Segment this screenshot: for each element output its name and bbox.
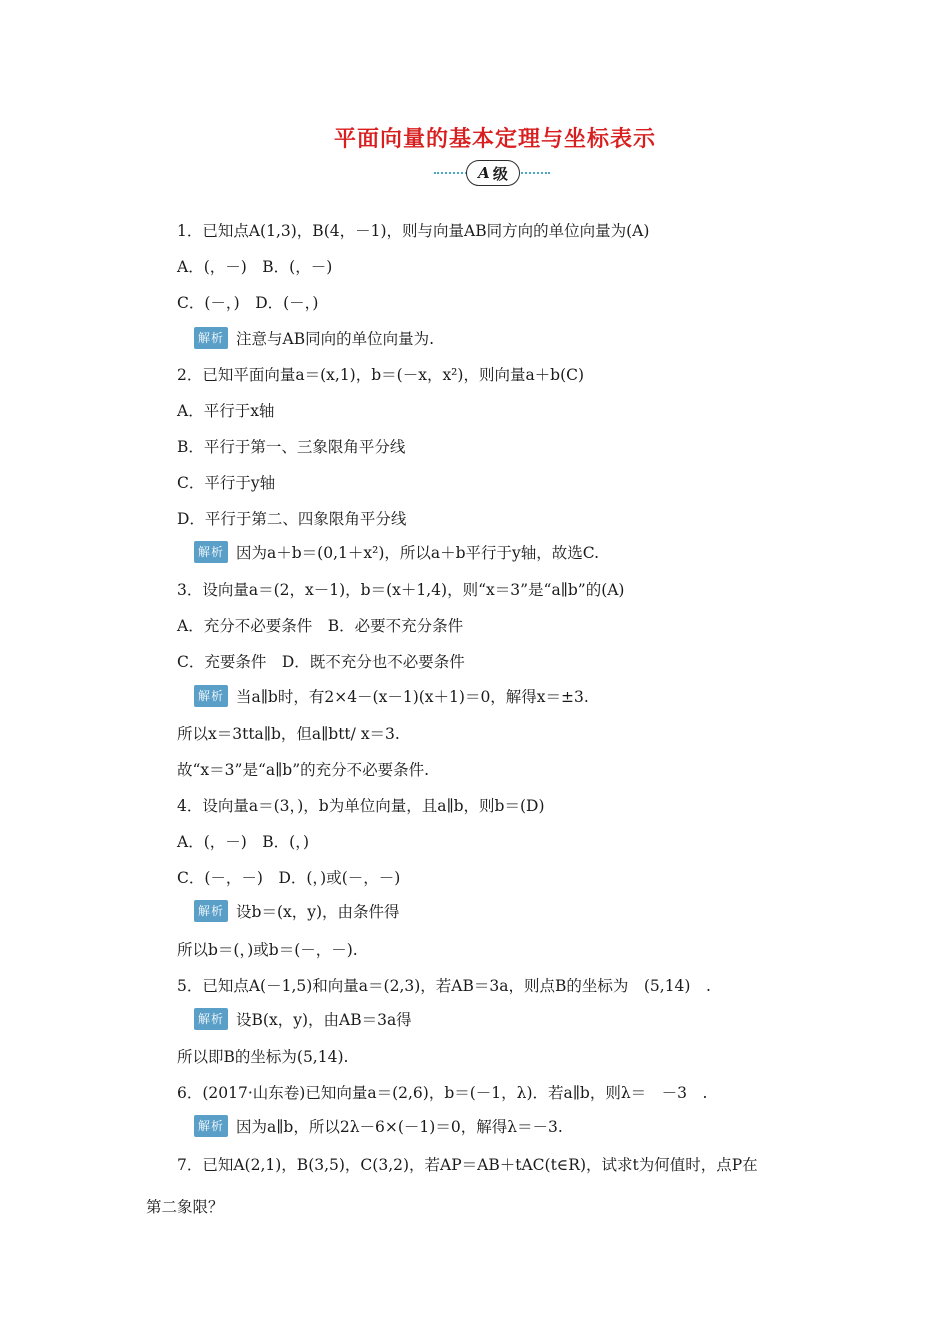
analysis-tag: 解析 xyxy=(194,685,228,707)
question-3-options-cd: C．充要条件 D．既不充分也不必要条件 xyxy=(177,653,465,671)
question-1-analysis xyxy=(194,327,434,349)
level-letter: A xyxy=(478,164,490,182)
question-4-stem: 4．设向量a＝(3，)，b为单位向量，且a∥b，则b＝(D) xyxy=(177,797,545,815)
question-6-analysis xyxy=(194,1115,563,1137)
question-2-option-d: D．平行于第二、四象限角平分线 xyxy=(177,510,407,528)
question-2-option-c: C．平行于y轴 xyxy=(177,474,276,492)
level-a-badge xyxy=(434,160,550,186)
page-title: 平面向量的基本定理与坐标表示 xyxy=(333,126,656,152)
dotted-divider-left xyxy=(434,172,470,174)
level-text: 级 xyxy=(492,164,508,183)
analysis-tag: 解析 xyxy=(194,327,228,349)
question-6-stem: 6．(2017·山东卷)已知向量a＝(2,6)，b＝(－1，λ)．若a∥b，则λ＝ －3 . xyxy=(177,1084,708,1102)
analysis-text: 设B(x，y)，由AB＝3a得 xyxy=(236,1011,412,1029)
question-4-analysis-line-2: 所以b＝(，)或b＝(－，－). xyxy=(177,941,358,959)
question-3-stem: 3．设向量a＝(2，x－1)，b＝(x＋1,4)，则“x＝3”是“a∥b”的(A) xyxy=(177,581,625,599)
question-4-analysis xyxy=(194,900,400,922)
analysis-tag: 解析 xyxy=(194,541,228,563)
question-1-options-ab: A．(，－) B．(，－) xyxy=(177,258,333,276)
question-3-analysis-line-3: 故“x＝3”是“a∥b”的充分不必要条件. xyxy=(177,761,430,779)
question-3-analysis xyxy=(194,685,589,707)
question-3-options-ab: A．充分不必要条件 B．必要不充分条件 xyxy=(177,617,464,635)
analysis-text: 当a∥b时，有2×4－(x－1)(x＋1)＝0，解得x＝±3. xyxy=(236,688,589,706)
question-5-analysis-line-2: 所以即B的坐标为(5,14). xyxy=(177,1048,349,1066)
analysis-tag: 解析 xyxy=(194,1008,228,1030)
question-7-stem-continued: 第二象限？ xyxy=(146,1198,224,1216)
question-4-options-ab: A．(，－) B．(，) xyxy=(177,833,310,851)
question-2-option-a: A．平行于x轴 xyxy=(177,402,275,420)
question-3-analysis-line-2: 所以x＝3tta∥b，但a∥btt/ x＝3. xyxy=(177,725,400,743)
analysis-text: 因为a∥b，所以2λ－6×(－1)＝0，解得λ＝－3. xyxy=(236,1118,563,1136)
question-4-options-cd: C．(－，－) D．(，)或(－，－) xyxy=(177,869,401,887)
question-5-stem: 5．已知点A(－1,5)和向量a＝(2,3)，若AB＝3a，则点B的坐标为 (5,14) . xyxy=(177,977,711,995)
analysis-tag: 解析 xyxy=(194,1115,228,1137)
question-2-stem: 2．已知平面向量a＝(x,1)，b＝(－x，x²)，则向量a＋b(C) xyxy=(177,366,585,384)
analysis-text: 注意与AB同向的单位向量为. xyxy=(236,330,435,348)
question-7-stem: 7．已知A(2,1)，B(3,5)，C(3,2)，若AP＝AB＋tAC(t∈R)，试求t为何值时，点P在 xyxy=(177,1156,758,1174)
question-2-option-b: B．平行于第一、三象限角平分线 xyxy=(177,438,406,456)
question-1-stem: 1．已知点A(1,3)，B(4，－1)，则与向量AB同方向的单位向量为(A) xyxy=(177,222,650,240)
question-2-analysis xyxy=(194,541,599,563)
question-1-options-cd: C．(－，) D．(－，) xyxy=(177,294,319,312)
question-5-analysis xyxy=(194,1008,412,1030)
analysis-text: 设b＝(x，y)，由条件得 xyxy=(236,903,400,921)
analysis-tag: 解析 xyxy=(194,900,228,922)
level-badge-pill xyxy=(466,160,520,186)
analysis-text: 因为a＋b＝(0,1＋x²)，所以a＋b平行于y轴，故选C. xyxy=(236,544,600,562)
